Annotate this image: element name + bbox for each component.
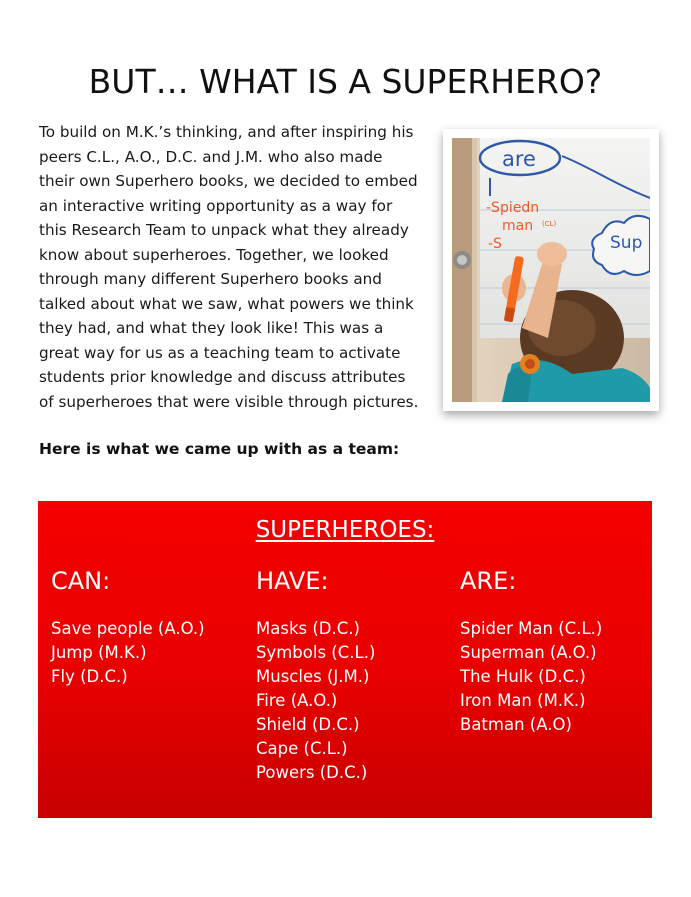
marker-line-1: -Spiedn [486,200,540,216]
have-list [256,617,456,785]
list-item: Save people (A.O.) [51,619,205,638]
list-item: Fire (A.O.) [256,691,338,710]
list-item: Batman (A.O) [460,715,572,734]
list-item: Shield (D.C.) [256,715,360,734]
list-item: Symbols (C.L.) [256,643,376,662]
marker-line-2: man [502,218,534,234]
list-item: Superman (A.O.) [460,643,597,662]
list-item: Powers (D.C.) [256,763,368,782]
list-item: Spider Man (C.L.) [460,619,603,638]
can-column [51,567,251,689]
chart-word-are: are [502,147,536,171]
classroom-photo-illustration [452,138,650,402]
are-heading: ARE: [460,567,517,595]
have-heading: HAVE: [256,567,329,595]
list-item: Iron Man (M.K.) [460,691,586,710]
marker-line-3: -S [488,236,502,252]
are-list [460,617,660,737]
team-intro-line: Here is what we came up with as a team: [39,440,400,458]
list-item: Cape (C.L.) [256,739,348,758]
are-column [460,567,660,737]
marker-small: (CL) [542,220,557,228]
have-column [256,567,456,785]
superheroes-box [38,501,652,818]
classroom-photo [452,138,650,402]
page-title: BUT… WHAT IS A SUPERHERO? [88,62,603,101]
intro-paragraph: To build on M.K.’s thinking, and after inspiring his peers C.L., A.O., D.C. and J.M. who also made their own Superhero books, we decided to embed an interactive writing opportunity as a way for this Research Team to unpack what they already know about superheroes. Together, we looked through many different Superhero books and talked about what we saw, what powers we think they had, and what they look like! This was a great way for us as a teaching team to activate students prior knowledge and discuss attributes of superheroes that were visible through pictures. [39,123,419,411]
cloud-word: Sup [610,233,643,253]
list-item: The Hulk (D.C.) [460,667,586,686]
superheroes-title: SUPERHEROES: [255,517,435,543]
photo-frame [443,129,659,411]
list-item: Muscles (J.M.) [256,667,370,686]
can-heading: CAN: [51,567,111,595]
list-item: Jump (M.K.) [51,643,147,662]
list-item: Masks (D.C.) [256,619,360,638]
list-item: Fly (D.C.) [51,667,128,686]
can-list [51,617,251,689]
